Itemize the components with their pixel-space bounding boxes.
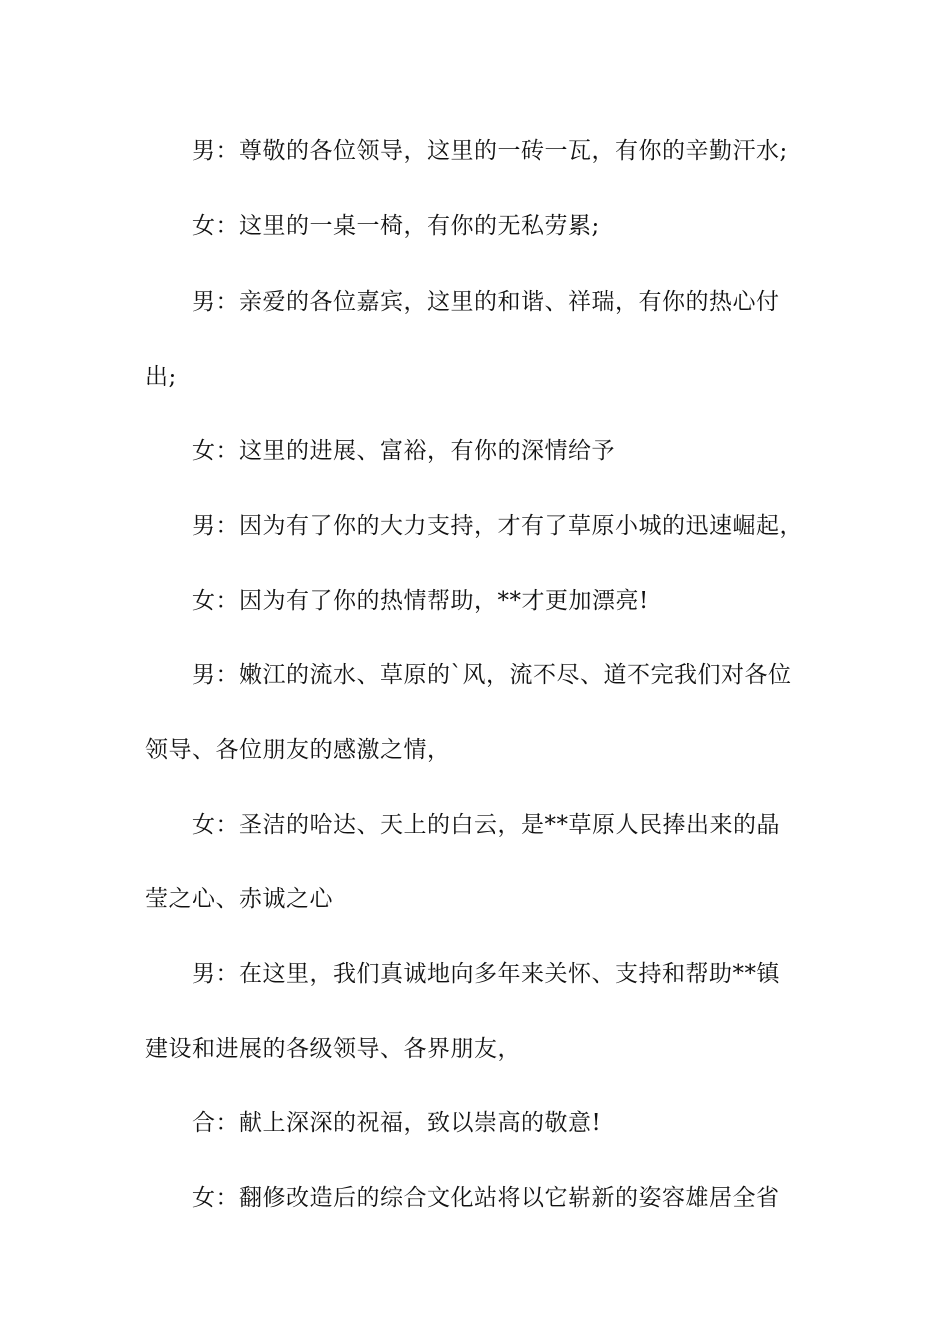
paragraph-line: 女：圣洁的哈达、天上的白云，是**草原人民捧出来的晶 — [192, 812, 780, 838]
paragraph-line: 领导、各位朋友的感激之情， — [145, 737, 451, 763]
paragraph-line: 女：这里的进展、富裕，有你的深情给予 — [192, 438, 615, 464]
paragraph-line: 男：嫩江的流水、草原的`风，流不尽、道不完我们对各位 — [192, 662, 792, 688]
paragraph-line: 女：因为有了你的热情帮助，**才更加漂亮! — [192, 588, 649, 614]
paragraph-line: 女：翻修改造后的综合文化站将以它崭新的姿容雄居全省 — [192, 1185, 780, 1211]
paragraph-line: 男：因为有了你的大力支持，才有了草原小城的迅速崛起， — [192, 513, 803, 539]
paragraph-line: 男：尊敬的各位领导，这里的一砖一瓦，有你的辛勤汗水; — [192, 138, 788, 164]
paragraph-line: 女：这里的一桌一椅，有你的无私劳累; — [192, 213, 600, 239]
paragraph-line: 建设和进展的各级领导、各界朋友， — [145, 1036, 521, 1062]
paragraph-line: 莹之心、赤诚之心 — [145, 886, 333, 912]
paragraph-line: 男：亲爱的各位嘉宾，这里的和谐、祥瑞，有你的热心付 — [192, 289, 780, 315]
paragraph-line: 出; — [145, 364, 177, 390]
paragraph-line: 男：在这里，我们真诚地向多年来关怀、支持和帮助**镇 — [192, 961, 780, 987]
paragraph-line: 合：献上深深的祝福，致以崇高的敬意! — [192, 1110, 602, 1136]
